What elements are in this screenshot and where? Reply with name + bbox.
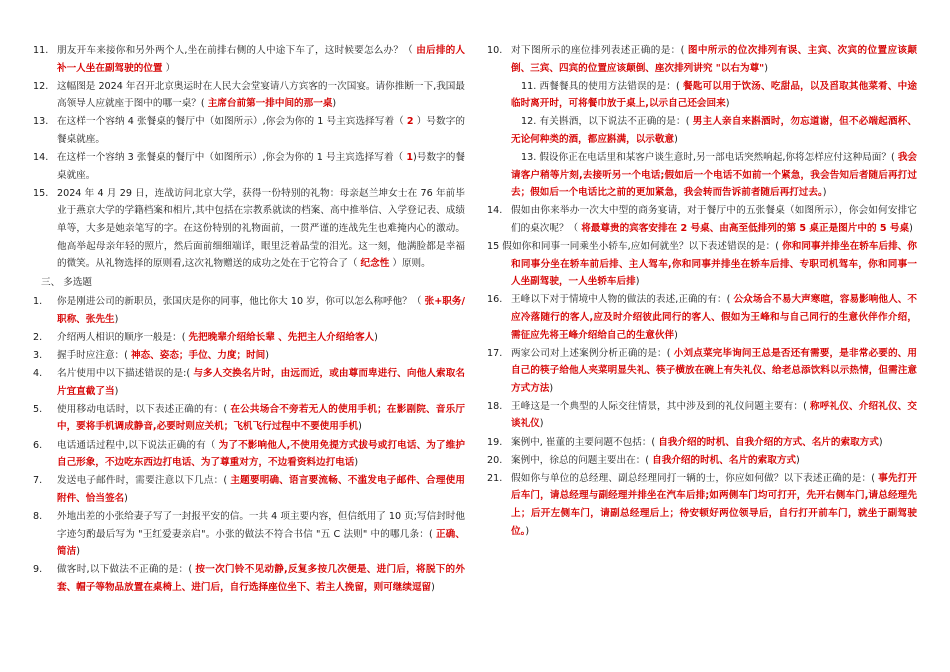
question-item [33,113,465,148]
question-number: 7. [33,475,43,487]
question-tail: ) [358,421,362,433]
question-tail: ) [525,525,530,537]
answer-text: 图中所示的位次排列有误、主宾、次宾的位置应该颠倒、三宾、四宾的位置应该颠倒、座次排列讲究 "以右为尊" [511,45,917,74]
question-text: 在这样一个容纳 3 张餐桌的餐厅中（如图所示）,你会为你的 1 号主宾选择写着（ [57,152,407,164]
question-text: 介绍两人相识的顺序一般是：( [57,332,189,343]
answer-text: 自我介绍的时机、自我介绍的方式、名片的索取方式 [658,436,879,448]
question-number: 5. [33,403,43,415]
question-number: 16. [487,294,503,306]
question-item [33,293,465,328]
answer-text: 先把晚辈介绍给长辈 、先把主人介绍给客人 [188,332,375,343]
answer-text: 在公共场合不旁若无人的使用手机；在影剧院、音乐厅中，要将手机调成静音,必要时则应关机；飞机飞行过程中不要使用手机 [57,403,466,433]
question-tail: ) [332,98,337,110]
question-item [33,329,465,347]
question-number: 17. [487,347,503,359]
left-column [33,42,465,597]
question-text: 握手时应注意：( [57,350,131,362]
question-text: 电话通话过程中,以下说法正确的有（ [57,439,219,451]
answer-text: 按一次门铃不见动静,反复多按几次便是、进门后，将脱下的外套、帽子等物品放置在桌椅上、进门后，自行选择座位坐下、若主人挽留，则可继续逗留 [57,564,465,593]
question-text: 12. 有关斟酒，以下说法不正确的是：( [521,116,693,128]
question-item [487,470,917,540]
question-tail: ) [76,546,80,558]
question-text: 假如你与单位的总经理、副总经理同打一辆的士，你应如何做？以下表述正确的是：( [511,472,879,484]
question-item [33,437,465,472]
question-item [33,472,465,507]
left-single-choice-list [33,42,465,273]
question-number: 6. [33,439,43,451]
question-number: 2. [33,332,43,343]
question-tail: ) [354,457,359,469]
question-item [33,508,465,561]
question-tail: ) [764,62,768,74]
question-number: 10. [487,45,503,56]
question-number: 14. [487,205,503,217]
question-text: 朋友开车来接你和另外两个人,坐在前排右侧的人中途下车了，这时候要怎么办？（ [57,45,417,56]
right-list-sub [487,78,917,202]
question-item [33,561,465,596]
question-text: 案例中，徐总的问题主要出在：( [511,454,653,466]
question-item [33,42,465,77]
question-text: 名片使用中以下描述错误的是:( [57,368,194,380]
question-text: 15 假如你和同事一同乘坐小轿车,应如何就坐？以下表述错误的是：( [487,241,783,253]
question-text: 使用移动电话时，以下表述正确的有：( [57,403,231,415]
question-tail: )号数字的餐桌就座。 [57,152,465,181]
question-number: 4. [33,368,43,380]
right-list-a [487,42,917,77]
question-item [33,401,465,436]
answer-text: 1 [406,152,413,164]
question-text: 13. 假设你正在电话里和某客户谈生意时,另一部电话突然响起,你将怎样应付这种局面？( [521,152,898,164]
question-text: 案例中, 崔董的主要问题不包括：( [511,436,659,448]
answer-text: 主题要明确、语言要流畅、不滥发电子邮件、合理使用附件、恰当签名 [57,475,466,504]
question-item [33,185,465,273]
question-15-car [487,238,917,291]
answer-text: 为了不影响他人,不使用免提方式拔号或打电话、为了维护自己形象，不边吃东西边打电话、为了尊重对方，不边看资料边打电话 [57,439,465,469]
answer-text: 事先打开后车门，请总经理与副经理并排坐在汽车后排;如两侧车门均可打开，先开右侧车门,请总经理先上；后开左侧车门，请副总经理后上；待安顿好两位领导后，自行打开前车门，就坐于副驾驶位。 [511,472,918,537]
question-text: 王峰以下对于情境中人物的做法的表述,正确的有：( [511,294,734,306]
question-text: 做客时,以下做法不正确的是：( [57,564,196,576]
answer-text: 称呼礼仪、介绍礼仪、交谈礼仪 [511,400,918,430]
question-number: 18. [487,400,503,412]
question-tail: ）号数字的餐桌就座。 [57,116,465,145]
question-item [487,345,917,398]
question-text: 你是刚进公司的新职员，张国庆是你的同事，他比你大 10 岁，你可以怎么称呼他？（ [57,296,425,308]
question-tail: ) [114,385,119,397]
question-item [487,113,917,148]
question-tail: ) [822,187,827,199]
question-text: 两家公司对上述案例分析正确的是：( [511,347,674,359]
right-list-b [487,202,917,237]
multi-choice-list [33,293,465,596]
question-number: 8. [33,510,43,522]
question-item [487,434,917,452]
answer-text: 主席台前第一排中间的那一桌 [207,98,333,110]
question-number: 21. [487,472,503,484]
question-number: 13. [33,116,49,128]
question-tail: ) [374,332,378,343]
question-text: 11. 西餐餐具的使用方法错误的是：( [521,80,684,92]
question-text: 在这样一个容纳 4 张餐桌的餐厅中（如图所示）,你会为你的 1 号主宾选择写着（ [57,116,407,128]
answer-text: 与多人交换名片时，由远而近，或由尊而卑进行、向他人索取名片宜直截了当 [57,368,465,397]
question-number: 15. [33,187,49,199]
answer-text: 小刘点菜完毕询问王总是否还有需要，是非常必要的、用自己的筷子给他人夹菜明显失礼、筷子横放在碗上有失礼仪、给老总添饮料以示热情，但需注意方式方法 [511,347,918,394]
question-number: 12. [33,80,49,92]
answer-text: 公众场合不易大声寒暄，容易影响他人、不应冷落随行的客人,应及时介绍彼此同行的客人、假如为王峰和与自己同行的生意伙伴作介绍，需征应先将王峰介绍给自己的生意伙伴 [511,294,918,341]
question-item [487,398,917,433]
question-tail: ) [114,313,119,325]
question-tail: ) [124,492,128,504]
question-text: 假如由你来举办一次大中型的商务宴请，对于餐厅中的五张餐桌（如图所示），你会如何安排它们的桌次呢？（ [511,205,917,234]
question-tail: ) [674,133,678,145]
question-item [487,291,917,344]
question-number: 19. [487,436,503,448]
question-number: 1. [33,296,43,308]
question-tail: ) [674,329,678,341]
question-item [487,78,917,113]
question-tail: ) [265,350,270,362]
question-item [33,347,465,365]
answer-text: 神态、姿态；手位、力度；时间 [130,350,266,362]
question-text: 外地出差的小张给妻子写了一封报平安的信。一共 4 项主要内容，但信纸用了 10 页;写信封时他字迹匀酌最后写为 "王红爱妻亲启"。小张的做法不符合书信 "五 C 法则" 中的哪几条：( [57,510,465,540]
question-number: 3. [33,350,43,362]
question-text: 发送电子邮件时，需要注意以下几点：( [57,475,231,487]
answer-text: 你和同事并排坐在轿车后排、你和同事分坐在轿车前后排、主人驾车,你和同事并排坐在轿车后排、专职司机驾车，你和同事一人坐副驾驶，一人坐轿车后排 [511,241,917,288]
question-tail: ）原则。 [389,258,431,270]
question-tail: ) [878,436,883,448]
question-tail: ） [162,62,176,74]
answer-text: 自我介绍的时机、名片的索取方式 [652,454,797,466]
question-item [33,365,465,400]
question-number: 9. [33,564,43,576]
answer-text: 2 [406,116,414,128]
question-tail: ) [725,98,730,110]
question-tail: ) [549,382,554,394]
question-text: 这幅图是 2024 年召开北京奥运时在人民大会堂宴请八方宾客的一次国宴。请你推断一下,我国最高领导人应就座于图中的哪一桌？( [57,80,465,110]
right-list-c [487,291,917,540]
question-text: 2024 年 4 月 29 日，连战访问北京大学，获得一份特别的礼物：母亲赵兰坤女士在 76 年前毕业于燕京大学的学籍档案和相片,其中包括在宗教系就读的档案、高中推举信、入学登记表、成绩单等，大多是她亲笔写的字。在这份特别的礼物面前，一贯严谨的连战先生也难掩内心的激动。他高举起母亲年轻的照片，然后面前细细端详，眼里泛着晶莹的泪光。这一刻，他满脸都是幸福的微笑。从礼物选择的原则看,这次礼物赠送的成功之处在于它符合了（ [57,187,465,270]
answer-text: 男主人亲自来斟酒时，勿忘道谢，但不必端起酒杯、无论何种类的酒，都应斟满，以示敬意 [511,116,917,145]
answer-text: 正确、简洁 [57,528,466,558]
question-item [487,202,917,237]
question-tail: ) [431,581,435,593]
question-number: 14. [33,152,49,164]
question-tail: ) [909,222,913,234]
question-item [33,78,465,113]
question-tail: ) [539,418,544,430]
answer-text: 餐匙可以用于饮汤、吃甜品，以及舀取其他菜肴、中途临时离开时，可将餐巾放于桌上,以示自己还会回来 [511,80,917,110]
question-text: 对下图所示的座位排列表述正确的是：( [511,45,688,56]
question-item [33,149,465,184]
question-item [487,149,917,202]
answer-text: 纪念性 [360,258,390,270]
question-tail: ) [635,276,640,288]
answer-text: 张+职务/职称、张先生 [57,296,466,325]
question-number: 11. [33,45,49,56]
right-column [487,42,917,541]
question-item [487,42,917,77]
answer-text: 我会请客户稍等片刻,去接听另一个电话;假如后一个电话不如前一个紧急，我会告知后者随后再打过去；假如后一个电话比之前的更加紧急，我会转而告诉前者随后再打过去。 [511,152,918,199]
question-number: 20. [487,454,503,466]
section-heading: 三、 多选题 [41,276,93,288]
answer-text: 将最尊贵的宾客安排在 2 号桌、由高至低排列的第 5 桌正是图片中的 5 号桌 [581,222,910,234]
answer-text: 由后排的人补一人坐在副驾驶的位置 [57,45,466,74]
question-item [487,452,917,470]
question-text: 王峰这是一个典型的人际交往情景，其中涉及到的礼仪问题主要有：( [511,400,811,412]
question-tail: ) [796,454,800,466]
